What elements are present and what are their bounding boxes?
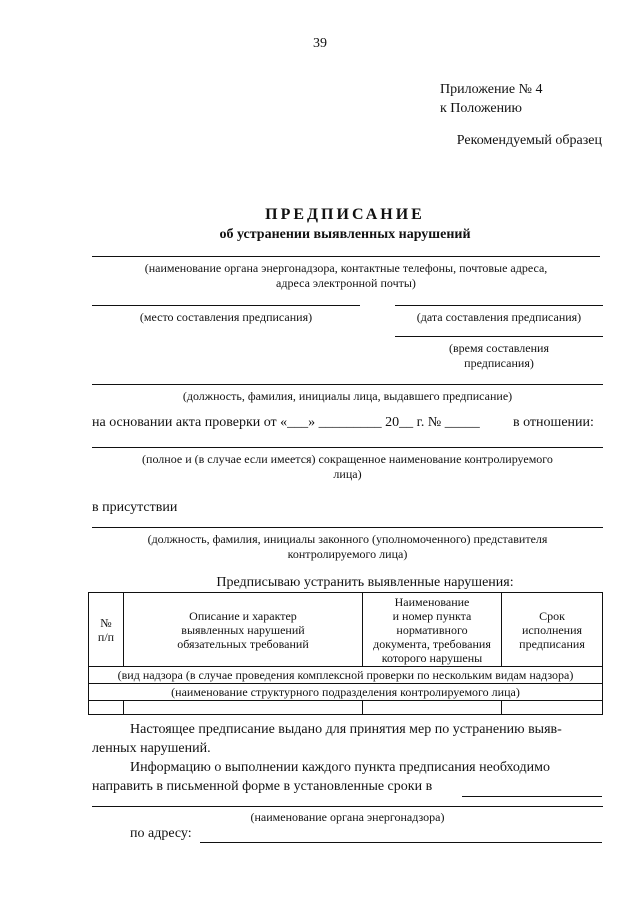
supervision-type-cell[interactable]: (вид надзора (в случае проведения комплексной проверки по нескольким видам надзора) [89, 667, 603, 684]
representative-field-line[interactable] [92, 527, 603, 528]
division-row [89, 684, 603, 701]
division-cell[interactable]: (наименование структурного подразделения контролируемого лица) [89, 684, 603, 701]
empty-cell[interactable] [124, 701, 363, 715]
deadline-authority-line[interactable] [462, 796, 602, 797]
time-field-line[interactable] [395, 336, 603, 337]
document-subtitle: об устранении выявленных нарушений [219, 227, 471, 242]
authority-name-caption: (наименование органа энергонадзора) [250, 810, 445, 824]
official-field-line[interactable] [92, 384, 603, 385]
violations-table [88, 592, 603, 715]
issued-paragraph-cont: ленных нарушений. [92, 741, 211, 756]
presence-label: в присутствии [92, 500, 178, 515]
header-norm-document: Наименование и номер пункта нормативного документа, требования которого нарушены [363, 593, 502, 667]
table-header-row [89, 593, 603, 667]
representative-caption: (должность, фамилия, инициалы законного (уполномоченного) представителя контролируемого лица) [147, 532, 548, 561]
header-deadline: Срок исполнения предписания [502, 593, 603, 667]
info-paragraph-cont: направить в письменной форме в установленные сроки в [92, 779, 433, 794]
page-number: 39 [313, 36, 327, 51]
basis-suffix: в отношении: [513, 415, 594, 430]
basis-text: на основании акта проверки от «___» _________ 20__ г. № _____ [92, 415, 480, 430]
authority-field-line[interactable] [92, 256, 600, 257]
info-paragraph: Информацию о выполнении каждого пункта предписания необходимо [130, 760, 550, 775]
controlled-entity-line[interactable] [92, 447, 603, 448]
place-field-line[interactable] [92, 305, 360, 306]
recommended-sample-label: Рекомендуемый образец [456, 133, 602, 148]
place-caption: (место составления предписания) [139, 310, 313, 324]
empty-cell[interactable] [89, 701, 124, 715]
prescribe-heading: Предписываю устранить выявленные нарушения: [216, 575, 514, 590]
annex-block [440, 80, 543, 118]
header-description: Описание и характер выявленных нарушений обязательных требований [124, 593, 363, 667]
authority-name-line[interactable] [92, 806, 603, 807]
annex-number: Приложение № 4 [440, 82, 543, 97]
empty-cell[interactable] [502, 701, 603, 715]
issued-paragraph: Настоящее предписание выдано для принятия мер по устранению выяв- [130, 722, 562, 737]
date-field-line[interactable] [395, 305, 603, 306]
date-caption: (дата составления предписания) [416, 310, 582, 324]
official-caption: (должность, фамилия, инициалы лица, выдавшего предписание) [182, 389, 513, 403]
address-label: по адресу: [130, 826, 192, 841]
annex-reference: к Положению [440, 101, 523, 116]
time-caption: (время составления предписания) [449, 341, 549, 370]
address-field-line[interactable] [200, 842, 602, 843]
supervision-type-row [89, 667, 603, 684]
table-row [89, 701, 603, 715]
header-number: № п/п [89, 593, 124, 667]
controlled-entity-caption: (полное и (в случае если имеется) сокращенное наименование контролируемого лица) [142, 452, 553, 481]
document-title: ПРЕДПИСАНИЕ [265, 206, 425, 223]
empty-cell[interactable] [363, 701, 502, 715]
authority-caption: (наименование органа энергонадзора, контактные телефоны, почтовые адреса, адреса электронной почты) [144, 261, 548, 290]
